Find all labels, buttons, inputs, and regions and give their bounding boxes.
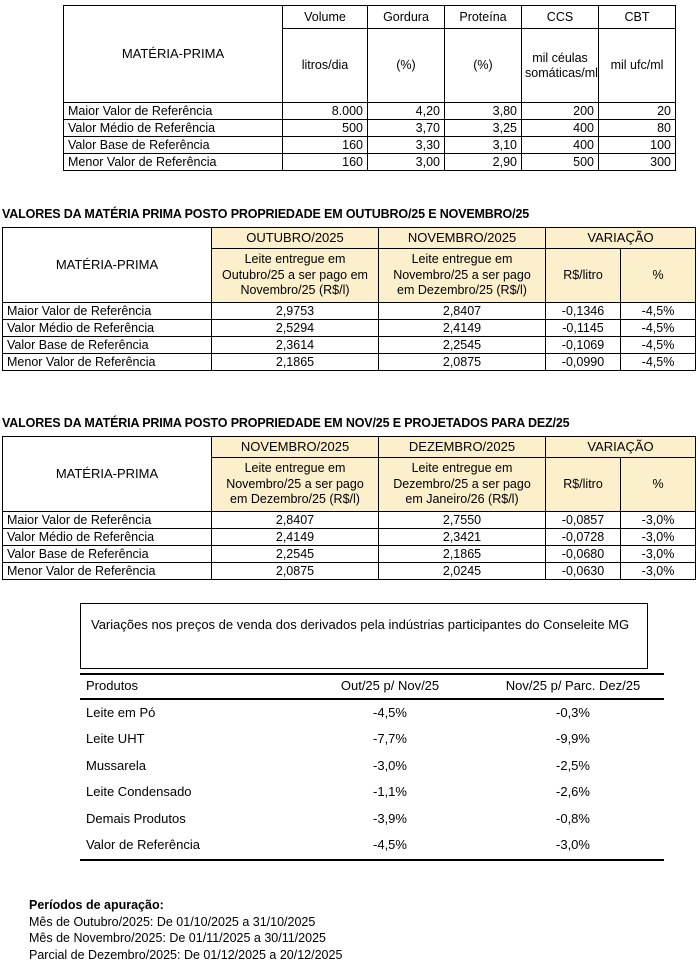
- cell-proteina: 3,10: [445, 137, 522, 154]
- table-group-header-row: [3, 228, 696, 249]
- cell-volume: 8.000: [283, 103, 368, 120]
- product-name: Demais Produtos: [80, 806, 298, 833]
- cell-nov-dez: -3,0%: [482, 832, 664, 860]
- footer-line-dezembro: Parcial de Dezembro/2025: De 01/12/2025 a 20/12/2025: [29, 947, 343, 962]
- reference-raw-material-table-wrap: [63, 5, 671, 171]
- cell-var-pct: -4,5%: [621, 320, 696, 337]
- table-row: [3, 546, 696, 563]
- row-label: Menor Valor de Referência: [64, 154, 283, 171]
- cell-var-pct: -3,0%: [621, 546, 696, 563]
- cell-nov-dez: -2,5%: [482, 753, 664, 780]
- cell-cbt: 20: [599, 103, 676, 120]
- cell-period-b: 2,0245: [379, 563, 546, 580]
- table-row: [80, 699, 664, 727]
- cell-var-abs: -0,1069: [546, 337, 621, 354]
- row-label: Menor Valor de Referência: [3, 354, 212, 371]
- cell-period-a: 2,1865: [212, 354, 379, 371]
- row-label: Maior Valor de Referência: [3, 512, 212, 529]
- group-header-period-a: OUTUBRO/2025: [212, 228, 379, 249]
- cell-out-nov: -4,5%: [298, 699, 482, 727]
- table-row: [3, 354, 696, 371]
- col-header-produtos: Produtos: [80, 674, 298, 699]
- cell-var-abs: -0,0630: [546, 563, 621, 580]
- cell-out-nov: -3,0%: [298, 753, 482, 780]
- product-name: Valor de Referência: [80, 832, 298, 860]
- cell-period-a: 2,9753: [212, 303, 379, 320]
- table-row: [3, 563, 696, 580]
- row-label: Valor Base de Referência: [3, 546, 212, 563]
- table-row: [3, 337, 696, 354]
- cell-volume: 500: [283, 120, 368, 137]
- cell-period-b: 2,8407: [379, 303, 546, 320]
- cell-var-abs: -0,0680: [546, 546, 621, 563]
- col-header-volume: Volume: [283, 6, 368, 29]
- table-row: [3, 529, 696, 546]
- derivatives-panel: [80, 603, 648, 861]
- table-row: [64, 103, 676, 120]
- cell-out-nov: -7,7%: [298, 726, 482, 753]
- cell-cbt: 100: [599, 137, 676, 154]
- cell-out-nov: -3,9%: [298, 806, 482, 833]
- sub-header-period-b: Leite entregue em Novembro/25 a ser pago em Dezembro/25 (R$/l): [379, 249, 546, 303]
- cell-var-pct: -4,5%: [621, 303, 696, 320]
- row-label: Valor Médio de Referência: [3, 320, 212, 337]
- row-label: Maior Valor de Referência: [3, 303, 212, 320]
- cell-period-a: 2,8407: [212, 512, 379, 529]
- nov-dez-table: [2, 436, 696, 580]
- corner-label-materia-prima: MATÉRIA-PRIMA: [3, 228, 212, 303]
- row-label: Valor Médio de Referência: [3, 529, 212, 546]
- table-row: [80, 726, 664, 753]
- product-name: Leite em Pó: [80, 699, 298, 727]
- cell-var-abs: -0,1145: [546, 320, 621, 337]
- sub-header-var-pct: %: [621, 458, 696, 512]
- sub-header-period-a: Leite entregue em Outubro/25 a ser pago em Novembro/25 (R$/l): [212, 249, 379, 303]
- cell-nov-dez: -2,6%: [482, 779, 664, 806]
- cell-ccs: 500: [522, 154, 599, 171]
- group-header-period-b: DEZEMBRO/2025: [379, 437, 546, 458]
- row-label: Valor Base de Referência: [64, 137, 283, 154]
- col-unit-volume: litros/dia: [283, 29, 368, 103]
- section-title-out-nov: VALORES DA MATÉRIA PRIMA POSTO PROPRIEDADE EM OUTUBRO/25 E NOVEMBRO/25: [2, 207, 530, 221]
- cell-out-nov: -4,5%: [298, 832, 482, 860]
- cell-cbt: 300: [599, 154, 676, 171]
- cell-nov-dez: -9,9%: [482, 726, 664, 753]
- cell-period-a: 2,3614: [212, 337, 379, 354]
- cell-period-b: 2,3421: [379, 529, 546, 546]
- sub-header-var-abs: R$/litro: [546, 458, 621, 512]
- row-label: Valor Base de Referência: [3, 337, 212, 354]
- group-header-period-b: NOVEMBRO/2025: [379, 228, 546, 249]
- row-label: Menor Valor de Referência: [3, 563, 212, 580]
- table-row: [80, 753, 664, 780]
- derivatives-table: [80, 673, 664, 861]
- group-header-period-a: NOVEMBRO/2025: [212, 437, 379, 458]
- cell-period-b: 2,0875: [379, 354, 546, 371]
- cell-var-pct: -4,5%: [621, 354, 696, 371]
- cell-period-a: 2,5294: [212, 320, 379, 337]
- cell-gordura: 3,30: [368, 137, 445, 154]
- cell-period-b: 2,7550: [379, 512, 546, 529]
- row-label: Valor Médio de Referência: [64, 120, 283, 137]
- table-group-header-row: [3, 437, 696, 458]
- cell-volume: 160: [283, 137, 368, 154]
- footer-line-outubro: Mês de Outubro/2025: De 01/10/2025 a 31/10/2025: [29, 914, 316, 929]
- table-row: [80, 806, 664, 833]
- col-header-gordura: Gordura: [368, 6, 445, 29]
- cell-period-b: 2,1865: [379, 546, 546, 563]
- table-row: [3, 512, 696, 529]
- out-nov-table: [2, 227, 696, 371]
- cell-gordura: 3,00: [368, 154, 445, 171]
- table-row: [80, 832, 664, 860]
- corner-label-materia-prima: MATÉRIA-PRIMA: [64, 6, 283, 103]
- derivatives-header-row: [80, 674, 664, 699]
- cell-cbt: 80: [599, 120, 676, 137]
- col-unit-proteina: (%): [445, 29, 522, 103]
- table-header-row: [64, 6, 676, 29]
- section-title-nov-dez: VALORES DA MATÉRIA PRIMA POSTO PROPRIEDADE EM NOV/25 E PROJETADOS PARA DEZ/25: [2, 416, 570, 430]
- table-row: [64, 137, 676, 154]
- cell-nov-dez: -0,8%: [482, 806, 664, 833]
- cell-gordura: 4,20: [368, 103, 445, 120]
- cell-period-b: 2,2545: [379, 337, 546, 354]
- cell-var-abs: -0,0728: [546, 529, 621, 546]
- table-row: [64, 120, 676, 137]
- col-header-nov-dez: Nov/25 p/ Parc. Dez/25: [482, 674, 664, 699]
- group-header-variation: VARIAÇÃO: [546, 437, 696, 458]
- product-name: Mussarela: [80, 753, 298, 780]
- cell-period-a: 2,2545: [212, 546, 379, 563]
- col-header-ccs: CCS: [522, 6, 599, 29]
- col-header-cbt: CBT: [599, 6, 676, 29]
- col-unit-gordura: (%): [368, 29, 445, 103]
- col-unit-ccs: mil céulas somáticas/ml: [522, 29, 599, 103]
- cell-var-abs: -0,1346: [546, 303, 621, 320]
- cell-var-pct: -3,0%: [621, 563, 696, 580]
- cell-period-a: 2,4149: [212, 529, 379, 546]
- out-nov-table-wrap: [2, 227, 696, 371]
- sub-header-period-b: Leite entregue em Dezembro/25 a ser pago em Janeiro/26 (R$/l): [379, 458, 546, 512]
- cell-proteina: 2,90: [445, 154, 522, 171]
- reference-raw-material-table: [63, 5, 676, 171]
- cell-volume: 160: [283, 154, 368, 171]
- sub-header-var-abs: R$/litro: [546, 249, 621, 303]
- cell-out-nov: -1,1%: [298, 779, 482, 806]
- table-row: [3, 320, 696, 337]
- sub-header-period-a: Leite entregue em Novembro/25 a ser pago em Dezembro/25 (R$/l): [212, 458, 379, 512]
- cell-var-pct: -4,5%: [621, 337, 696, 354]
- sub-header-var-pct: %: [621, 249, 696, 303]
- footer-heading: Períodos de apuração:: [29, 898, 164, 912]
- cell-var-pct: -3,0%: [621, 512, 696, 529]
- footer-line-novembro: Mês de Novembro/2025: De 01/11/2025 a 30/11/2025: [29, 931, 326, 945]
- corner-label-materia-prima: MATÉRIA-PRIMA: [3, 437, 212, 512]
- cell-var-pct: -3,0%: [621, 529, 696, 546]
- table-row: [64, 154, 676, 171]
- cell-ccs: 400: [522, 137, 599, 154]
- cell-var-abs: -0,0990: [546, 354, 621, 371]
- cell-ccs: 200: [522, 103, 599, 120]
- cell-proteina: 3,25: [445, 120, 522, 137]
- group-header-variation: VARIAÇÃO: [546, 228, 696, 249]
- product-name: Leite Condensado: [80, 779, 298, 806]
- cell-nov-dez: -0,3%: [482, 699, 664, 727]
- table-row: [80, 779, 664, 806]
- row-label: Maior Valor de Referência: [64, 103, 283, 120]
- cell-period-b: 2,4149: [379, 320, 546, 337]
- footer-periods: [29, 897, 342, 963]
- product-name: Leite UHT: [80, 726, 298, 753]
- col-header-proteina: Proteína: [445, 6, 522, 29]
- cell-proteina: 3,80: [445, 103, 522, 120]
- nov-dez-table-wrap: [2, 436, 696, 580]
- col-header-out-nov: Out/25 p/ Nov/25: [298, 674, 482, 699]
- derivatives-note: Variações nos preços de venda dos derivados pela indústrias participantes do Conseleite MG: [80, 603, 648, 669]
- cell-var-abs: -0,0857: [546, 512, 621, 529]
- cell-period-a: 2,0875: [212, 563, 379, 580]
- col-unit-cbt: mil ufc/ml: [599, 29, 676, 103]
- cell-ccs: 400: [522, 120, 599, 137]
- cell-gordura: 3,70: [368, 120, 445, 137]
- table-row: [3, 303, 696, 320]
